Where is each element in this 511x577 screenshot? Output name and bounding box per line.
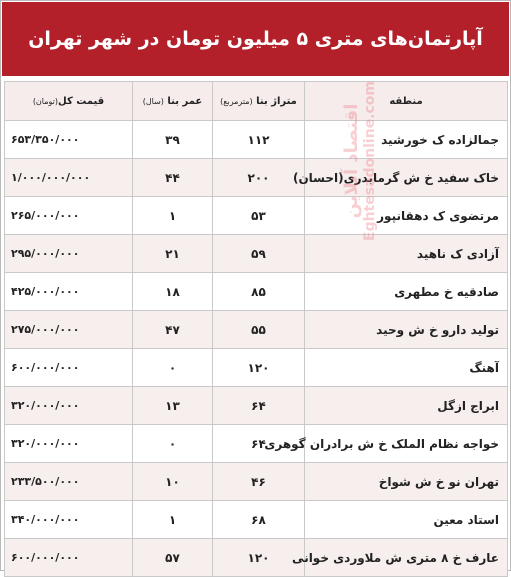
table-body [5,121,508,577]
age-cell: ۴۷ [133,311,213,349]
price-cell: ۲۷۵/۰۰۰/۰۰۰ [5,311,133,349]
price-cell: ۶۰۰/۰۰۰/۰۰۰ [5,539,133,577]
area-cell: ۲۰۰ [213,159,305,197]
table-row [5,463,508,501]
page-title: آپارتمان‌های متری ۵ میلیون تومان در شهر تهران [28,28,483,50]
table-row [5,539,508,577]
region-cell: استاد معین [305,501,508,539]
area-cell: ۱۱۲ [213,121,305,159]
area-cell: ۱۲۰ [213,349,305,387]
table-row [5,349,508,387]
age-cell: ۰ [133,425,213,463]
region-cell: صادقیه خ مطهری [305,273,508,311]
area-cell: ۴۶ [213,463,305,501]
table-row [5,235,508,273]
region-cell: خواجه نظام الملک خ ش برادران گوهری [305,425,508,463]
area-cell: ۵۳ [213,197,305,235]
region-cell: عارف خ ۸ متری ش ملاوردی خوانی [305,539,508,577]
area-cell: ۱۲۰ [213,539,305,577]
header-area: متراژ بنا (مترمربع) [213,82,305,121]
table-row [5,273,508,311]
header-row [5,82,508,121]
price-cell: ۲۶۵/۰۰۰/۰۰۰ [5,197,133,235]
area-cell: ۵۵ [213,311,305,349]
price-cell: ۳۴۰/۰۰۰/۰۰۰ [5,501,133,539]
price-cell: ۱/۰۰۰/۰۰۰/۰۰۰ [5,159,133,197]
age-cell: ۳۹ [133,121,213,159]
price-cell: ۶۵۳/۳۵۰/۰۰۰ [5,121,133,159]
table-row [5,159,508,197]
table-row [5,121,508,159]
area-cell: ۶۸ [213,501,305,539]
area-cell: ۵۹ [213,235,305,273]
title-bar [2,2,509,76]
price-cell: ۲۹۵/۰۰۰/۰۰۰ [5,235,133,273]
region-cell: ابراج ازگل [305,387,508,425]
header-age: عمر بنا (سال) [133,82,213,121]
price-cell: ۲۳۳/۵۰۰/۰۰۰ [5,463,133,501]
price-cell: ۳۲۰/۰۰۰/۰۰۰ [5,387,133,425]
age-cell: ۱۳ [133,387,213,425]
age-cell: ۱ [133,197,213,235]
area-cell: ۶۴ [213,387,305,425]
area-cell: ۶۴ [213,425,305,463]
table-row [5,197,508,235]
table-row [5,501,508,539]
header-price: قیمت کل(تومان) [5,82,133,121]
watermark-fa: اقتصاد آنلاین [341,103,362,219]
header-region: منطقه [305,82,508,121]
table-row [5,387,508,425]
age-cell: ۵۷ [133,539,213,577]
apartment-table [4,81,508,577]
price-cell: ۳۲۰/۰۰۰/۰۰۰ [5,425,133,463]
region-cell: خاک سفید خ ش گرمابدری(احسان) [305,159,508,197]
age-cell: ۲۱ [133,235,213,273]
watermark-en: Eghtesadonline.com [362,80,378,241]
region-cell: مرتضوی ک دهقانپور [305,197,508,235]
age-cell: ۱ [133,501,213,539]
region-cell: جمالزاده ک خورشید [305,121,508,159]
price-cell: ۴۲۵/۰۰۰/۰۰۰ [5,273,133,311]
age-cell: ۴۴ [133,159,213,197]
age-cell: ۱۸ [133,273,213,311]
age-cell: ۱۰ [133,463,213,501]
age-cell: ۰ [133,349,213,387]
region-cell: تهران نو خ ش شواخ [305,463,508,501]
table-row [5,425,508,463]
table-row [5,311,508,349]
region-cell: آزادی ک ناهید [305,235,508,273]
region-cell: آهنگ [305,349,508,387]
price-cell: ۶۰۰/۰۰۰/۰۰۰ [5,349,133,387]
region-cell: تولید دارو خ ش وحید [305,311,508,349]
area-cell: ۸۵ [213,273,305,311]
